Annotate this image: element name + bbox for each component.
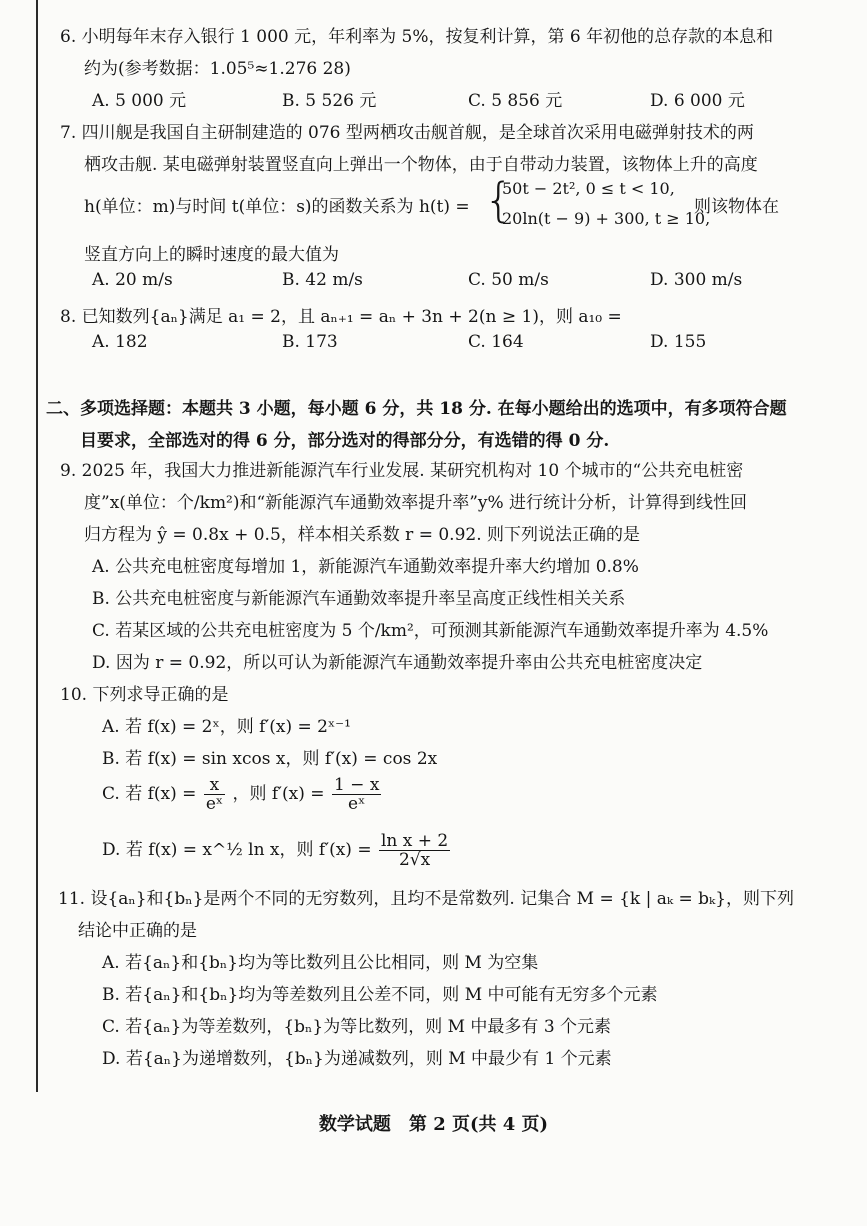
q6-option-d: D. 6 000 元 [650, 91, 745, 111]
q7-option-a: A. 20 m/s [92, 270, 173, 290]
q7-option-c: C. 50 m/s [468, 270, 549, 290]
piecewise-brace: { [484, 173, 514, 227]
q9-option-c: C. 若某区域的公共充电桩密度为 5 个/km²，可预测其新能源汽车通勤效率提升率为 4.5% [92, 621, 769, 641]
q11-line2: 结论中正确的是 [78, 921, 197, 941]
q11-option-d: D. 若{aₙ}为递增数列，{bₙ}为递减数列，则 M 中最少有 1 个元素 [102, 1049, 612, 1069]
q6-option-b: B. 5 526 元 [282, 91, 377, 111]
q9-line1: 9. 2025 年，我国大力推进新能源汽车行业发展. 某研究机构对 10 个城市的“公共充电桩密 [60, 461, 744, 481]
q7-piece2: 20ln(t − 9) + 300, t ≥ 10, [502, 209, 711, 228]
q9-option-b: B. 公共充电桩密度与新能源汽车通勤效率提升率呈高度正线性相关关系 [92, 589, 626, 609]
q10-c-den2: eˣ [348, 794, 366, 814]
q11-option-c: C. 若{aₙ}为等差数列，{bₙ}为等比数列，则 M 中最多有 3 个元素 [102, 1017, 612, 1037]
q10-c-den1: eˣ [205, 794, 224, 814]
q10-option-a: A. 若 f(x) = 2ˣ，则 f′(x) = 2ˣ⁻¹ [102, 717, 351, 737]
q7-line3-right: 则该物体在 [694, 197, 779, 217]
margin-rule [36, 0, 38, 1092]
q11-option-a: A. 若{aₙ}和{bₙ}均为等比数列且公比相同，则 M 为空集 [102, 953, 539, 973]
q10-option-c [102, 776, 383, 813]
q10-c-num2: 1 − x [333, 775, 380, 795]
q8-option-b: B. 173 [282, 332, 338, 352]
q10-c-fraction-1 [204, 776, 225, 813]
q8-option-c: C. 164 [468, 332, 524, 352]
q10-c-middle: ，则 f′(x) = [232, 784, 325, 804]
q10-d-prefix: D. 若 f(x) = x^½ ln x，则 f′(x) = [102, 840, 372, 860]
q7-line2: 栖攻击舰. 某电磁弹射装置竖直向上弹出一个物体，由于自带动力装置，该物体上升的高度 [84, 155, 758, 175]
q7-piece1: 50t − 2t², 0 ≤ t < 10, [502, 179, 675, 198]
q11-line1: 11. 设{aₙ}和{bₙ}是两个不同的无穷数列，且均不是常数列. 记集合 M = {k | aₖ = bₖ}，则下列 [58, 889, 795, 909]
q8-option-a: A. 182 [92, 332, 148, 352]
q8-options [0, 332, 867, 356]
q9-line3: 归方程为 ŷ = 0.8x + 0.5，样本相关系数 r = 0.92. 则下列说法正确的是 [84, 525, 641, 545]
q6-line1: 6. 小明每年末存入银行 1 000 元，年利率为 5%，按复利计算，第 6 年初他的总存款的本息和 [60, 27, 774, 47]
q6-line2: 约为(参考数据：1.05⁵≈1.276 28) [84, 59, 351, 79]
q9-option-a: A. 公共充电桩密度每增加 1，新能源汽车通勤效率提升率大约增加 0.8% [92, 557, 639, 577]
q6-options [0, 86, 867, 110]
q10-d-fraction [379, 832, 450, 869]
q6-option-c: C. 5 856 元 [468, 91, 563, 111]
q7-line3-left: h(单位：m)与时间 t(单位：s)的函数关系为 h(t) = [84, 197, 470, 217]
q10-c-prefix: C. 若 f(x) = [102, 784, 197, 804]
q7-line4: 竖直方向上的瞬时速度的最大值为 [84, 245, 339, 265]
q8-line1: 8. 已知数列{aₙ}满足 a₁ = 2，且 aₙ₊₁ = aₙ + 3n + 2(n ≥ 1)，则 a₁₀ = [60, 307, 622, 327]
q7-option-b: B. 42 m/s [282, 270, 363, 290]
q7-options [0, 270, 867, 294]
q7-line1: 7. 四川舰是我国自主研制建造的 076 型两栖攻击舰首舰，是全球首次采用电磁弹射技术的两 [60, 123, 754, 143]
q10-c-fraction-2 [332, 776, 381, 813]
page-footer: 数学试题 第 2 页(共 4 页) [318, 1114, 549, 1135]
q6-option-a: A. 5 000 元 [92, 91, 187, 111]
q10-d-den: 2√x [398, 850, 431, 870]
q10-option-b: B. 若 f(x) = sin xcos x，则 f′(x) = cos 2x [102, 749, 438, 769]
q10-option-d [102, 832, 452, 869]
q11-option-b: B. 若{aₙ}和{bₙ}均为等差数列且公差不同，则 M 中可能有无穷多个元素 [102, 985, 658, 1005]
section2-heading-line1: 二、多项选择题：本题共 3 小题，每小题 6 分，共 18 分. 在每小题给出的选项中，有多项符合题 [46, 399, 787, 419]
q10-c-num1: x [204, 776, 225, 795]
q10-stem: 10. 下列求导正确的是 [60, 685, 229, 705]
q7-option-d: D. 300 m/s [650, 270, 743, 290]
q9-line2: 度”x(单位：个/km²)和“新能源汽车通勤效率提升率”y% 进行统计分析，计算得到线性回 [84, 493, 748, 513]
section2-heading-line2: 目要求，全部选对的得 6 分，部分选对的得部分分，有选错的得 0 分. [80, 431, 610, 451]
q10-d-num: ln x + 2 [380, 831, 449, 851]
q8-option-d: D. 155 [650, 332, 707, 352]
q9-option-d: D. 因为 r = 0.92，所以可认为新能源汽车通勤效率提升率由公共充电桩密度决定 [92, 653, 703, 673]
